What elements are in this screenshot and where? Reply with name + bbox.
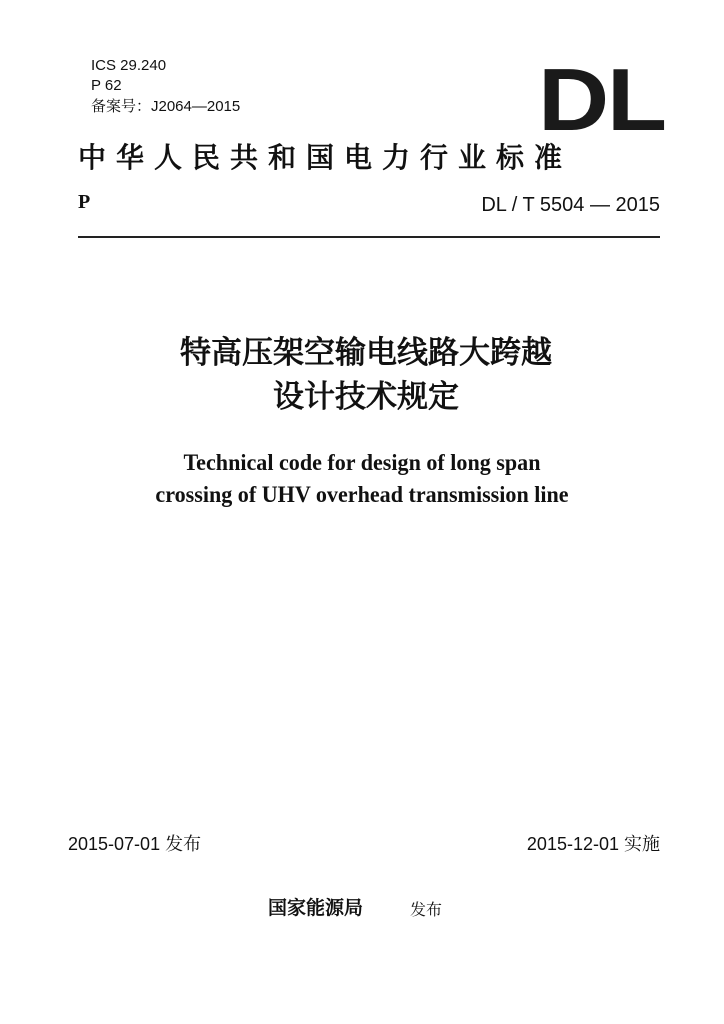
title-english-line1: Technical code for design of long span bbox=[183, 450, 541, 475]
title-chinese-line1: 特高压架空输电线路大跨越 bbox=[180, 335, 552, 371]
publisher-action: 发布 bbox=[410, 900, 443, 919]
publish-date: 2015-07-01 发布 bbox=[68, 834, 202, 854]
standard-number: DL / T 5504 — 2015 bbox=[481, 194, 660, 216]
category-letter: P bbox=[78, 191, 91, 213]
ics-code: ICS 29.240 bbox=[91, 57, 167, 74]
title-english-line2: crossing of UHV overhead transmission line bbox=[155, 482, 569, 507]
implementation-date: 2015-12-01 实施 bbox=[526, 834, 660, 854]
title-chinese-line2: 设计技术规定 bbox=[273, 379, 459, 415]
header-divider bbox=[78, 236, 660, 238]
classification-code: P 62 bbox=[91, 77, 122, 94]
publisher-name: 国家能源局 bbox=[268, 897, 364, 919]
issuer-heading: 中华人民共和国电力行业标准 bbox=[78, 141, 573, 174]
record-number: 备案号：J2064—2015 bbox=[91, 98, 241, 115]
dl-logo: DL bbox=[538, 50, 665, 149]
